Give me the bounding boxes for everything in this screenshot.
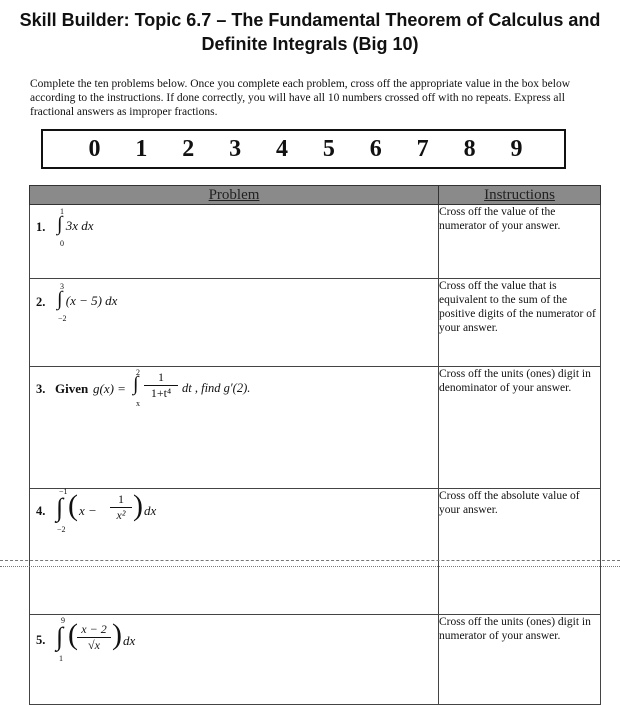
problem-3-prefix: Given: [55, 381, 89, 396]
number-2[interactable]: 2: [182, 135, 195, 162]
instructions-text: Complete the ten problems below. Once you complete each problem, cross off the appropriate value in the box below according to the instructions. If done correctly, you will have all 10 numbers crossed off with no repeats. Express all fractional answers as improper fractions.: [30, 78, 571, 118]
lower-limit: −2: [58, 314, 67, 323]
fraction-numerator: 1: [158, 370, 164, 384]
number-1[interactable]: 1: [135, 135, 148, 162]
table-row: [30, 279, 601, 367]
right-paren: ): [112, 618, 122, 651]
problem-2-cell: [30, 279, 439, 367]
upper-limit: −1: [59, 487, 68, 496]
problem-column-header: Problem: [30, 186, 439, 205]
title-line-2: Definite Integrals (Big 10): [201, 34, 419, 54]
number-6[interactable]: 6: [369, 135, 382, 162]
page-title: [0, 8, 620, 56]
lower-limit: −2: [57, 525, 66, 534]
number-7[interactable]: 7: [416, 135, 429, 162]
problem-5-cell: [30, 615, 439, 705]
left-paren: (: [68, 489, 78, 522]
number-5[interactable]: 5: [322, 135, 335, 162]
integrand-left: x −: [79, 503, 97, 518]
integral-sign: ∫: [56, 622, 64, 651]
problem-1-cell: [30, 205, 439, 279]
table-header-row: [30, 186, 601, 205]
upper-limit: 1: [60, 207, 64, 216]
table-row: [30, 205, 601, 279]
number-9[interactable]: 9: [510, 135, 523, 162]
problem-4-number: 4.: [36, 504, 46, 518]
answer-number-box: [41, 129, 566, 169]
problem-3-tail: dt , find g′(2).: [182, 381, 251, 395]
title-line-1: Skill Builder: Topic 6.7 – The Fundamental Theorem of Calculus and: [19, 10, 601, 30]
problem-5-integral: [56, 616, 65, 663]
lower-limit: 1: [59, 654, 63, 663]
problem-3-integral: [133, 368, 140, 408]
left-paren: (: [68, 618, 78, 651]
problem-1-number: 1.: [36, 220, 46, 234]
table-row: [30, 367, 601, 489]
integral-sign: ∫: [57, 213, 63, 235]
number-0[interactable]: 0: [88, 135, 101, 162]
lower-limit: 0: [60, 239, 64, 248]
page-break-line: [0, 560, 620, 561]
problem-5-tail: dx: [123, 633, 136, 648]
upper-limit: 3: [60, 282, 64, 291]
problem-5-number: 5.: [36, 633, 46, 647]
integrand: 3x dx: [65, 218, 94, 233]
upper-limit: 9: [61, 616, 65, 625]
problems-table: [29, 185, 601, 705]
integral-sign: ∫: [133, 373, 139, 395]
instruction-3: Cross off the units (ones) digit in denominator of your answer.: [439, 367, 601, 489]
problem-4-integral: [56, 487, 68, 534]
problem-3-number: 3.: [36, 382, 46, 396]
instruction-1: Cross off the value of the numerator of your answer.: [439, 205, 601, 279]
problem-4-tail: dx: [144, 503, 157, 518]
problem-1-expression: [57, 207, 94, 248]
number-4[interactable]: 4: [276, 135, 288, 162]
upper-limit: 2: [136, 368, 140, 377]
problem-2-expression: [57, 282, 118, 323]
instruction-5: Cross off the units (ones) digit in numerator of your answer.: [439, 615, 601, 705]
table-row: [30, 489, 601, 615]
table-row: [30, 615, 601, 705]
fraction-denominator: 1+t⁴: [150, 386, 172, 400]
number-8[interactable]: 8: [463, 135, 476, 162]
integral-sign: ∫: [56, 493, 64, 522]
problem-4-cell: [30, 489, 439, 615]
integrand: (x − 5) dx: [65, 293, 118, 308]
page-break-line-2: [0, 566, 620, 567]
problem-3-cell: [30, 367, 439, 489]
problem-3-function: g(x) =: [93, 381, 126, 396]
problem-2-number: 2.: [36, 295, 46, 309]
fraction-denominator: x²: [116, 508, 126, 522]
integral-sign: ∫: [57, 288, 63, 310]
number-3[interactable]: 3: [229, 135, 242, 162]
fraction-denominator: √x: [88, 638, 100, 652]
fraction-numerator: 1: [118, 492, 124, 506]
instruction-4: Cross off the absolute value of your answer.: [439, 489, 601, 615]
lower-limit: x: [136, 399, 140, 408]
instruction-2: Cross off the value that is equivalent to the sum of the positive digits of the numerator of your answer.: [439, 279, 601, 367]
fraction-numerator: x − 2: [81, 622, 107, 636]
right-paren: ): [133, 489, 143, 522]
instructions-column-header: Instructions: [439, 186, 601, 205]
